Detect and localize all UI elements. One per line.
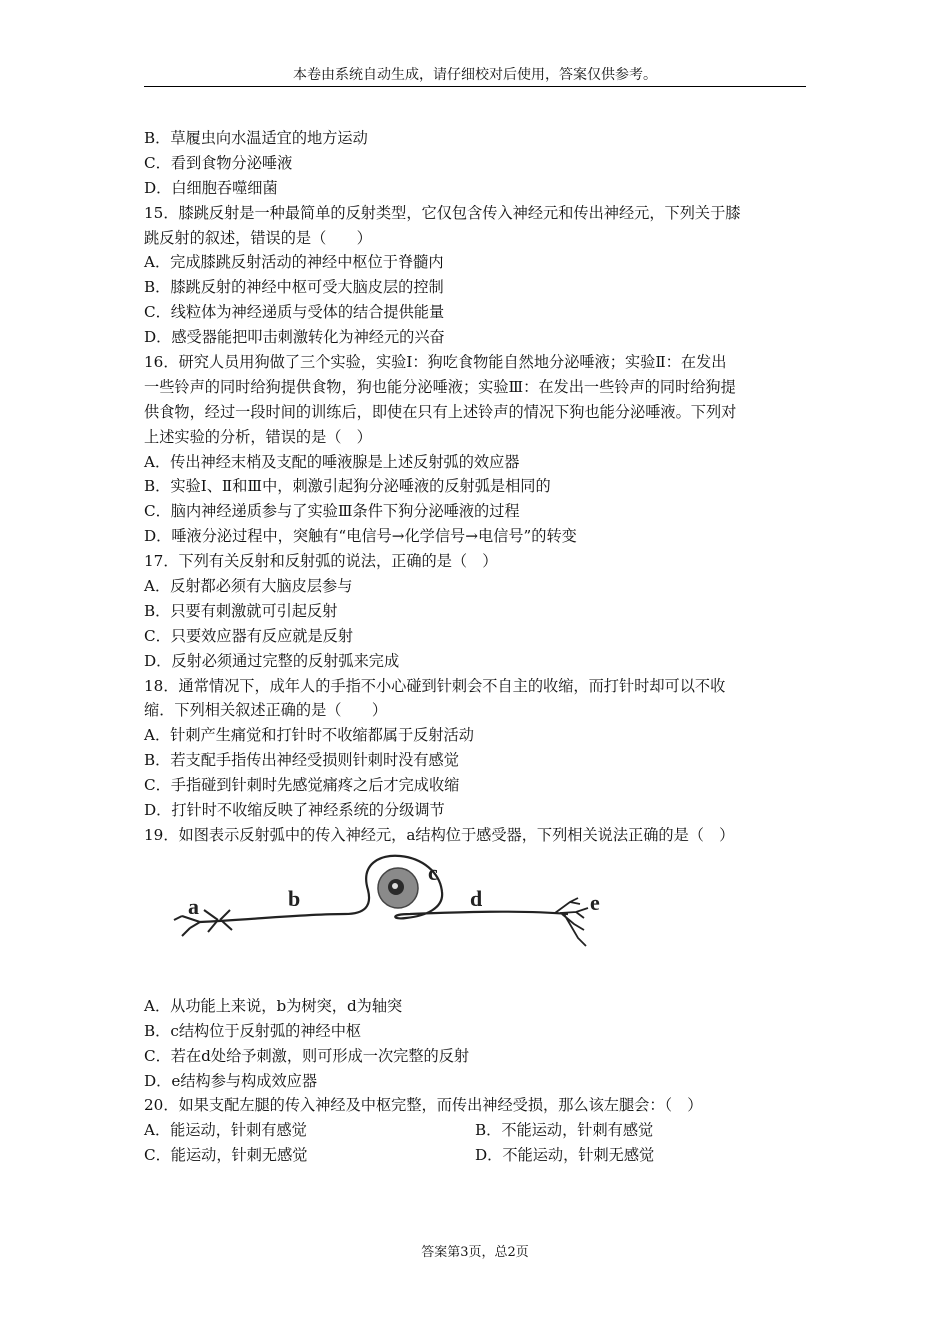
option-line: B．实验Ⅰ、Ⅱ和Ⅲ中，刺激引起狗分泌唾液的反射弧是相同的 <box>144 477 551 496</box>
option-line: B．膝跳反射的神经中枢可受大脑皮层的控制 <box>144 278 444 297</box>
question-15-stem: 15．膝跳反射是一种最简单的反射类型，它仅包含传入神经元和传出神经元，下列关于膝 <box>144 203 741 222</box>
option-line: B．c结构位于反射弧的神经中枢 <box>144 1021 362 1040</box>
option-line: A．完成膝跳反射活动的神经中枢位于脊髓内 <box>144 253 444 272</box>
neuron-figure <box>144 848 806 994</box>
option-d: D．不能运动，针刺无感觉 <box>475 1146 655 1165</box>
afferent-neuron-diagram <box>160 850 630 990</box>
option-line: B．只要有刺激就可引起反射 <box>144 601 338 620</box>
label-b: b <box>288 885 301 911</box>
text-line: C．看到食物分泌唾液 <box>144 153 293 172</box>
option-line: D．反射必须通过完整的反射弧来完成 <box>144 651 400 670</box>
question-16-stem: 供食物，经过一段时间的训练后，即使在只有上述铃声的情况下狗也能分泌唾液。下列对 <box>144 402 737 421</box>
label-e: e <box>590 889 600 915</box>
option-line: C．只要效应器有反应就是反射 <box>144 626 354 645</box>
page-footer: 答案第3页，总2页 <box>421 1245 529 1260</box>
label-a: a <box>188 893 199 919</box>
option-row <box>144 1143 806 1168</box>
option-line: A．反射都必须有大脑皮层参与 <box>144 577 353 596</box>
question-16-stem: 上述实验的分析，错误的是（ ） <box>144 427 372 446</box>
header-divider <box>144 86 806 87</box>
question-20-stem: 20．如果支配左腿的传入神经及中枢完整，而传出神经受损，那么该左腿会：（ ） <box>144 1096 703 1115</box>
option-line: B．若支配手指传出神经受损则针刺时没有感觉 <box>144 751 459 770</box>
text-line: D．白细胞吞噬细菌 <box>144 178 278 197</box>
option-row <box>144 1118 806 1143</box>
dendrite-ends-a <box>174 910 232 936</box>
option-line: D．唾液分泌过程中，突触有“电信号→化学信号→电信号”的转变 <box>144 527 577 546</box>
axon-terminals-e <box>555 898 588 946</box>
label-c: c <box>428 859 438 885</box>
nucleolus <box>392 883 398 889</box>
question-16-stem: 一些铃声的同时给狗提供食物，狗也能分泌唾液；实验Ⅲ：在发出一些铃声的同时给狗提 <box>144 377 736 396</box>
option-b: B．不能运动，针刺有感觉 <box>475 1121 654 1140</box>
option-c: C．能运动，针刺无感觉 <box>144 1146 308 1165</box>
option-line: D．e结构参与构成效应器 <box>144 1071 318 1090</box>
page-header: 本卷由系统自动生成，请仔细校对后使用，答案仅供参考。 <box>293 67 657 83</box>
option-line: C．脑内神经递质参与了实验Ⅲ条件下狗分泌唾液的过程 <box>144 502 520 521</box>
question-16-stem: 16．研究人员用狗做了三个实验，实验Ⅰ：狗吃食物能自然地分泌唾液；实验Ⅱ：在发出 <box>144 353 727 372</box>
label-d: d <box>470 885 483 911</box>
option-a: A．能运动，针刺有感觉 <box>144 1121 307 1140</box>
option-line: C．若在d处给予刺激，则可形成一次完整的反射 <box>144 1046 470 1065</box>
question-19-stem: 19．如图表示反射弧中的传入神经元，a结构位于感受器，下列相关说法正确的是（ ） <box>144 825 735 844</box>
option-line: C．线粒体为神经递质与受体的结合提供能量 <box>144 303 445 322</box>
text-line: B．草履虫向水温适宜的地方运动 <box>144 129 368 147</box>
question-17-stem: 17．下列有关反射和反射弧的说法，正确的是（ ） <box>144 552 498 571</box>
option-line: D．感受器能把叩击刺激转化为神经元的兴奋 <box>144 328 445 347</box>
option-line: A．传出神经末梢及支配的唾液腺是上述反射弧的效应器 <box>144 452 520 471</box>
question-15-stem: 跳反射的叙述，错误的是（ ） <box>144 228 372 247</box>
option-line: A．从功能上来说，b为树突，d为轴突 <box>144 996 403 1015</box>
option-line: A．针刺产生痛觉和打针时不收缩都属于反射活动 <box>144 726 474 745</box>
question-18-stem: 18．通常情况下，成年人的手指不小心碰到针刺会不自主的收缩，而打针时却可以不收 <box>144 676 726 695</box>
option-line: C．手指碰到针刺时先感觉痛疼之后才完成收缩 <box>144 776 460 795</box>
option-line: D．打针时不收缩反映了神经系统的分级调节 <box>144 801 445 820</box>
question-18-stem: 缩．下列相关叙述正确的是（ ） <box>144 701 387 720</box>
question-content <box>144 126 806 1168</box>
